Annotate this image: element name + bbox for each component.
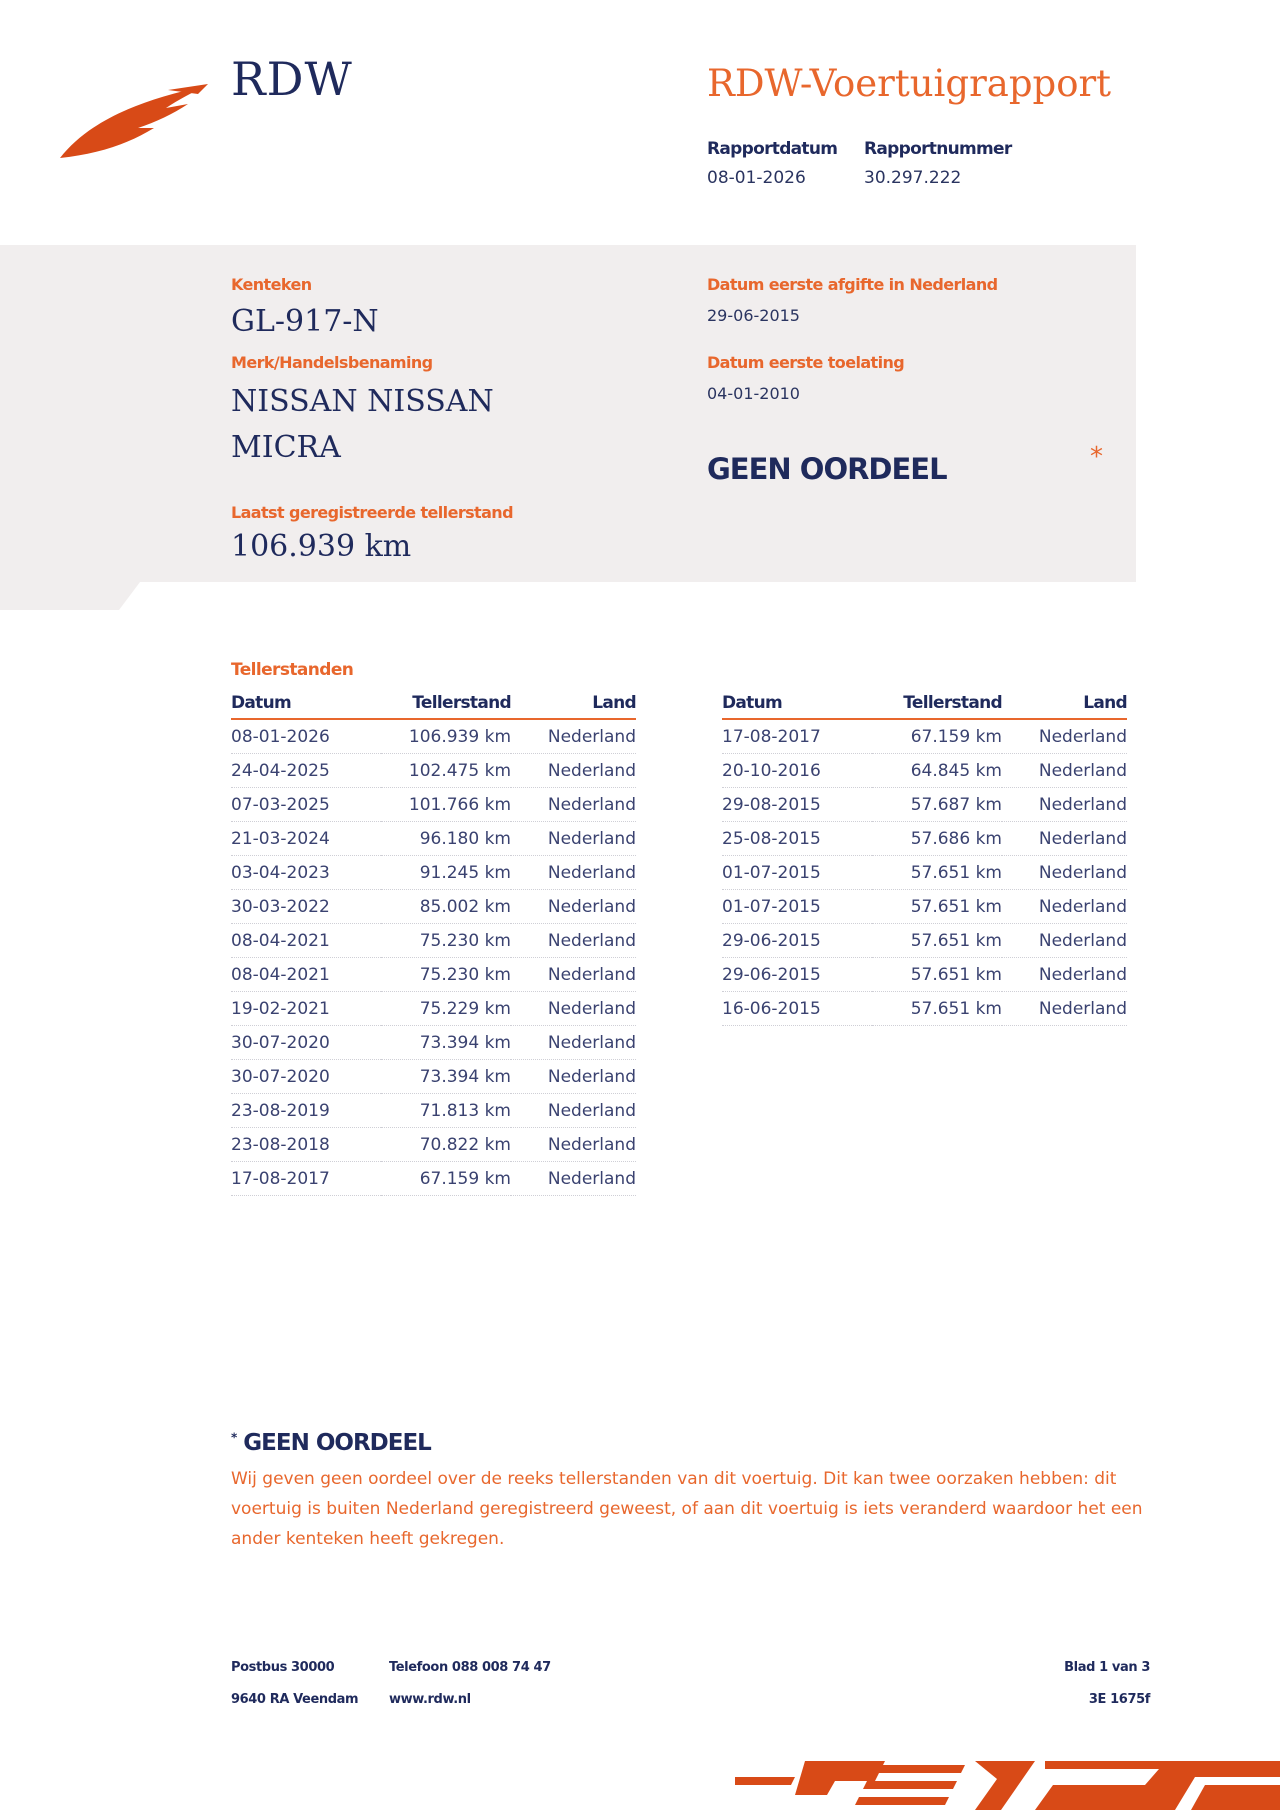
reading-date: 03-04-2023 xyxy=(231,856,381,890)
reading-date: 08-01-2026 xyxy=(231,719,381,754)
first-nl-value: 29-06-2015 xyxy=(707,306,800,325)
reading-km: 91.245 km xyxy=(381,856,511,890)
reading-km: 57.651 km xyxy=(872,958,1002,992)
reading-country: Nederland xyxy=(511,754,636,788)
reading-date: 29-08-2015 xyxy=(722,788,872,822)
reading-km: 106.939 km xyxy=(381,719,511,754)
reading-date: 17-08-2017 xyxy=(231,1162,381,1196)
table-row xyxy=(722,856,1127,890)
reading-country: Nederland xyxy=(511,992,636,1026)
table-row xyxy=(722,924,1127,958)
table-row xyxy=(722,992,1127,1026)
table-row xyxy=(722,822,1127,856)
reading-country: Nederland xyxy=(511,924,636,958)
col-date: Datum xyxy=(722,690,872,719)
reading-date: 07-03-2025 xyxy=(231,788,381,822)
readings-title: Tellerstanden xyxy=(231,660,354,680)
logo-text: RDW xyxy=(231,52,353,106)
table-row xyxy=(231,788,636,822)
reading-country: Nederland xyxy=(511,958,636,992)
table-row xyxy=(231,890,636,924)
reading-country: Nederland xyxy=(1002,856,1127,890)
reading-country: Nederland xyxy=(511,1060,636,1094)
make-line1: NISSAN NISSAN xyxy=(231,384,494,419)
rdw-logo-icon xyxy=(58,82,210,162)
first-nl-label: Datum eerste afgifte in Nederland xyxy=(707,275,998,294)
reading-date: 30-03-2022 xyxy=(231,890,381,924)
reading-km: 101.766 km xyxy=(381,788,511,822)
col-reading: Tellerstand xyxy=(381,690,511,719)
footer-page: Blad 1 van 3 xyxy=(1064,1660,1150,1675)
reading-date: 29-06-2015 xyxy=(722,958,872,992)
footer-postbus: Postbus 30000 xyxy=(231,1660,335,1675)
footnote-title-text: GEEN OORDEEL xyxy=(243,1430,431,1456)
table-row xyxy=(231,1026,636,1060)
table-row xyxy=(722,754,1127,788)
reading-date: 19-02-2021 xyxy=(231,992,381,1026)
reading-country: Nederland xyxy=(511,719,636,754)
table-row xyxy=(231,924,636,958)
footer-city: 9640 RA Veendam xyxy=(231,1692,359,1707)
col-country: Land xyxy=(1002,690,1127,719)
reading-date: 29-06-2015 xyxy=(722,924,872,958)
table-row xyxy=(231,754,636,788)
reading-date: 16-06-2015 xyxy=(722,992,872,1026)
first-admission-label: Datum eerste toelating xyxy=(707,353,905,372)
reading-date: 08-04-2021 xyxy=(231,924,381,958)
reading-date: 17-08-2017 xyxy=(722,719,872,754)
reading-km: 85.002 km xyxy=(381,890,511,924)
footer-code: 3E 1675f xyxy=(1088,1692,1150,1707)
reading-date: 30-07-2020 xyxy=(231,1026,381,1060)
reading-km: 70.822 km xyxy=(381,1128,511,1162)
reading-date: 20-10-2016 xyxy=(722,754,872,788)
report-number-label: Rapportnummer xyxy=(864,139,1012,159)
reading-date: 08-04-2021 xyxy=(231,958,381,992)
reading-km: 57.651 km xyxy=(872,924,1002,958)
vehicle-panel xyxy=(0,245,1136,582)
table-row xyxy=(231,822,636,856)
readings-table-left xyxy=(231,690,636,1196)
verdict-star: * xyxy=(1090,442,1103,472)
reading-km: 75.230 km xyxy=(381,924,511,958)
table-row xyxy=(231,1128,636,1162)
reading-date: 01-07-2015 xyxy=(722,856,872,890)
table-row xyxy=(231,1094,636,1128)
table-row xyxy=(722,890,1127,924)
reading-date: 01-07-2015 xyxy=(722,890,872,924)
reading-km: 73.394 km xyxy=(381,1026,511,1060)
reading-km: 75.229 km xyxy=(381,992,511,1026)
reading-km: 75.230 km xyxy=(381,958,511,992)
reading-country: Nederland xyxy=(1002,788,1127,822)
reading-country: Nederland xyxy=(1002,822,1127,856)
reading-km: 64.845 km xyxy=(872,754,1002,788)
table-row xyxy=(231,992,636,1026)
reading-country: Nederland xyxy=(1002,992,1127,1026)
reading-km: 96.180 km xyxy=(381,822,511,856)
reading-km: 67.159 km xyxy=(381,1162,511,1196)
reading-km: 67.159 km xyxy=(872,719,1002,754)
plate-value: GL-917-N xyxy=(231,304,379,339)
col-country: Land xyxy=(511,690,636,719)
reading-km: 102.475 km xyxy=(381,754,511,788)
odometer-label: Laatst geregistreerde tellerstand xyxy=(231,503,513,522)
reading-country: Nederland xyxy=(511,1026,636,1060)
reading-date: 25-08-2015 xyxy=(722,822,872,856)
reading-country: Nederland xyxy=(1002,890,1127,924)
reading-country: Nederland xyxy=(1002,958,1127,992)
reading-km: 57.651 km xyxy=(872,856,1002,890)
report-date-label: Rapportdatum xyxy=(707,139,838,159)
table-row xyxy=(231,1162,636,1196)
reading-date: 21-03-2024 xyxy=(231,822,381,856)
table-row xyxy=(231,1060,636,1094)
col-reading: Tellerstand xyxy=(872,690,1002,719)
reading-country: Nederland xyxy=(511,788,636,822)
reading-country: Nederland xyxy=(511,1094,636,1128)
make-line2: MICRA xyxy=(231,430,341,465)
table-row xyxy=(231,719,636,754)
table-row xyxy=(231,856,636,890)
reading-country: Nederland xyxy=(511,1162,636,1196)
table-row xyxy=(722,719,1127,754)
panel-tab xyxy=(0,582,140,610)
reading-country: Nederland xyxy=(511,856,636,890)
first-admission-value: 04-01-2010 xyxy=(707,384,800,403)
reading-km: 57.651 km xyxy=(872,890,1002,924)
reading-km: 57.651 km xyxy=(872,992,1002,1026)
reading-country: Nederland xyxy=(511,1128,636,1162)
reading-country: Nederland xyxy=(1002,754,1127,788)
report-number: 30.297.222 xyxy=(864,168,962,188)
col-date: Datum xyxy=(231,690,381,719)
plate-label: Kenteken xyxy=(231,275,312,294)
reading-km: 73.394 km xyxy=(381,1060,511,1094)
table-row xyxy=(722,788,1127,822)
report-title: RDW-Voertuigrapport xyxy=(707,62,1112,105)
reading-country: Nederland xyxy=(1002,924,1127,958)
decorative-stripes-icon xyxy=(735,1755,1280,1810)
table-row xyxy=(722,958,1127,992)
reading-country: Nederland xyxy=(511,822,636,856)
reading-km: 57.687 km xyxy=(872,788,1002,822)
footnote-text: Wij geven geen oordeel over de reeks tellerstanden van dit voertuig. Dit kan twee oorzaken hebben: dit voertuig is buiten Nederland geregistreerd geweest, of aan dit voertuig is iets veranderd waardoor het een ander kenteken heeft gekregen. xyxy=(231,1469,1143,1549)
verdict: GEEN OORDEEL xyxy=(707,452,947,486)
reading-km: 71.813 km xyxy=(381,1094,511,1128)
footnote-title xyxy=(231,1430,431,1456)
odometer-value: 106.939 km xyxy=(231,529,412,564)
reading-date: 23-08-2018 xyxy=(231,1128,381,1162)
report-date: 08-01-2026 xyxy=(707,168,806,188)
footnote-marker: * xyxy=(231,1430,237,1445)
reading-date: 23-08-2019 xyxy=(231,1094,381,1128)
footer-phone: Telefoon 088 008 74 47 xyxy=(389,1660,551,1675)
footer-web: www.rdw.nl xyxy=(389,1692,471,1707)
reading-date: 30-07-2020 xyxy=(231,1060,381,1094)
reading-date: 24-04-2025 xyxy=(231,754,381,788)
make-label: Merk/Handelsbenaming xyxy=(231,353,433,372)
readings-table-right xyxy=(722,690,1127,1026)
reading-country: Nederland xyxy=(1002,719,1127,754)
reading-country: Nederland xyxy=(511,890,636,924)
table-row xyxy=(231,958,636,992)
reading-km: 57.686 km xyxy=(872,822,1002,856)
